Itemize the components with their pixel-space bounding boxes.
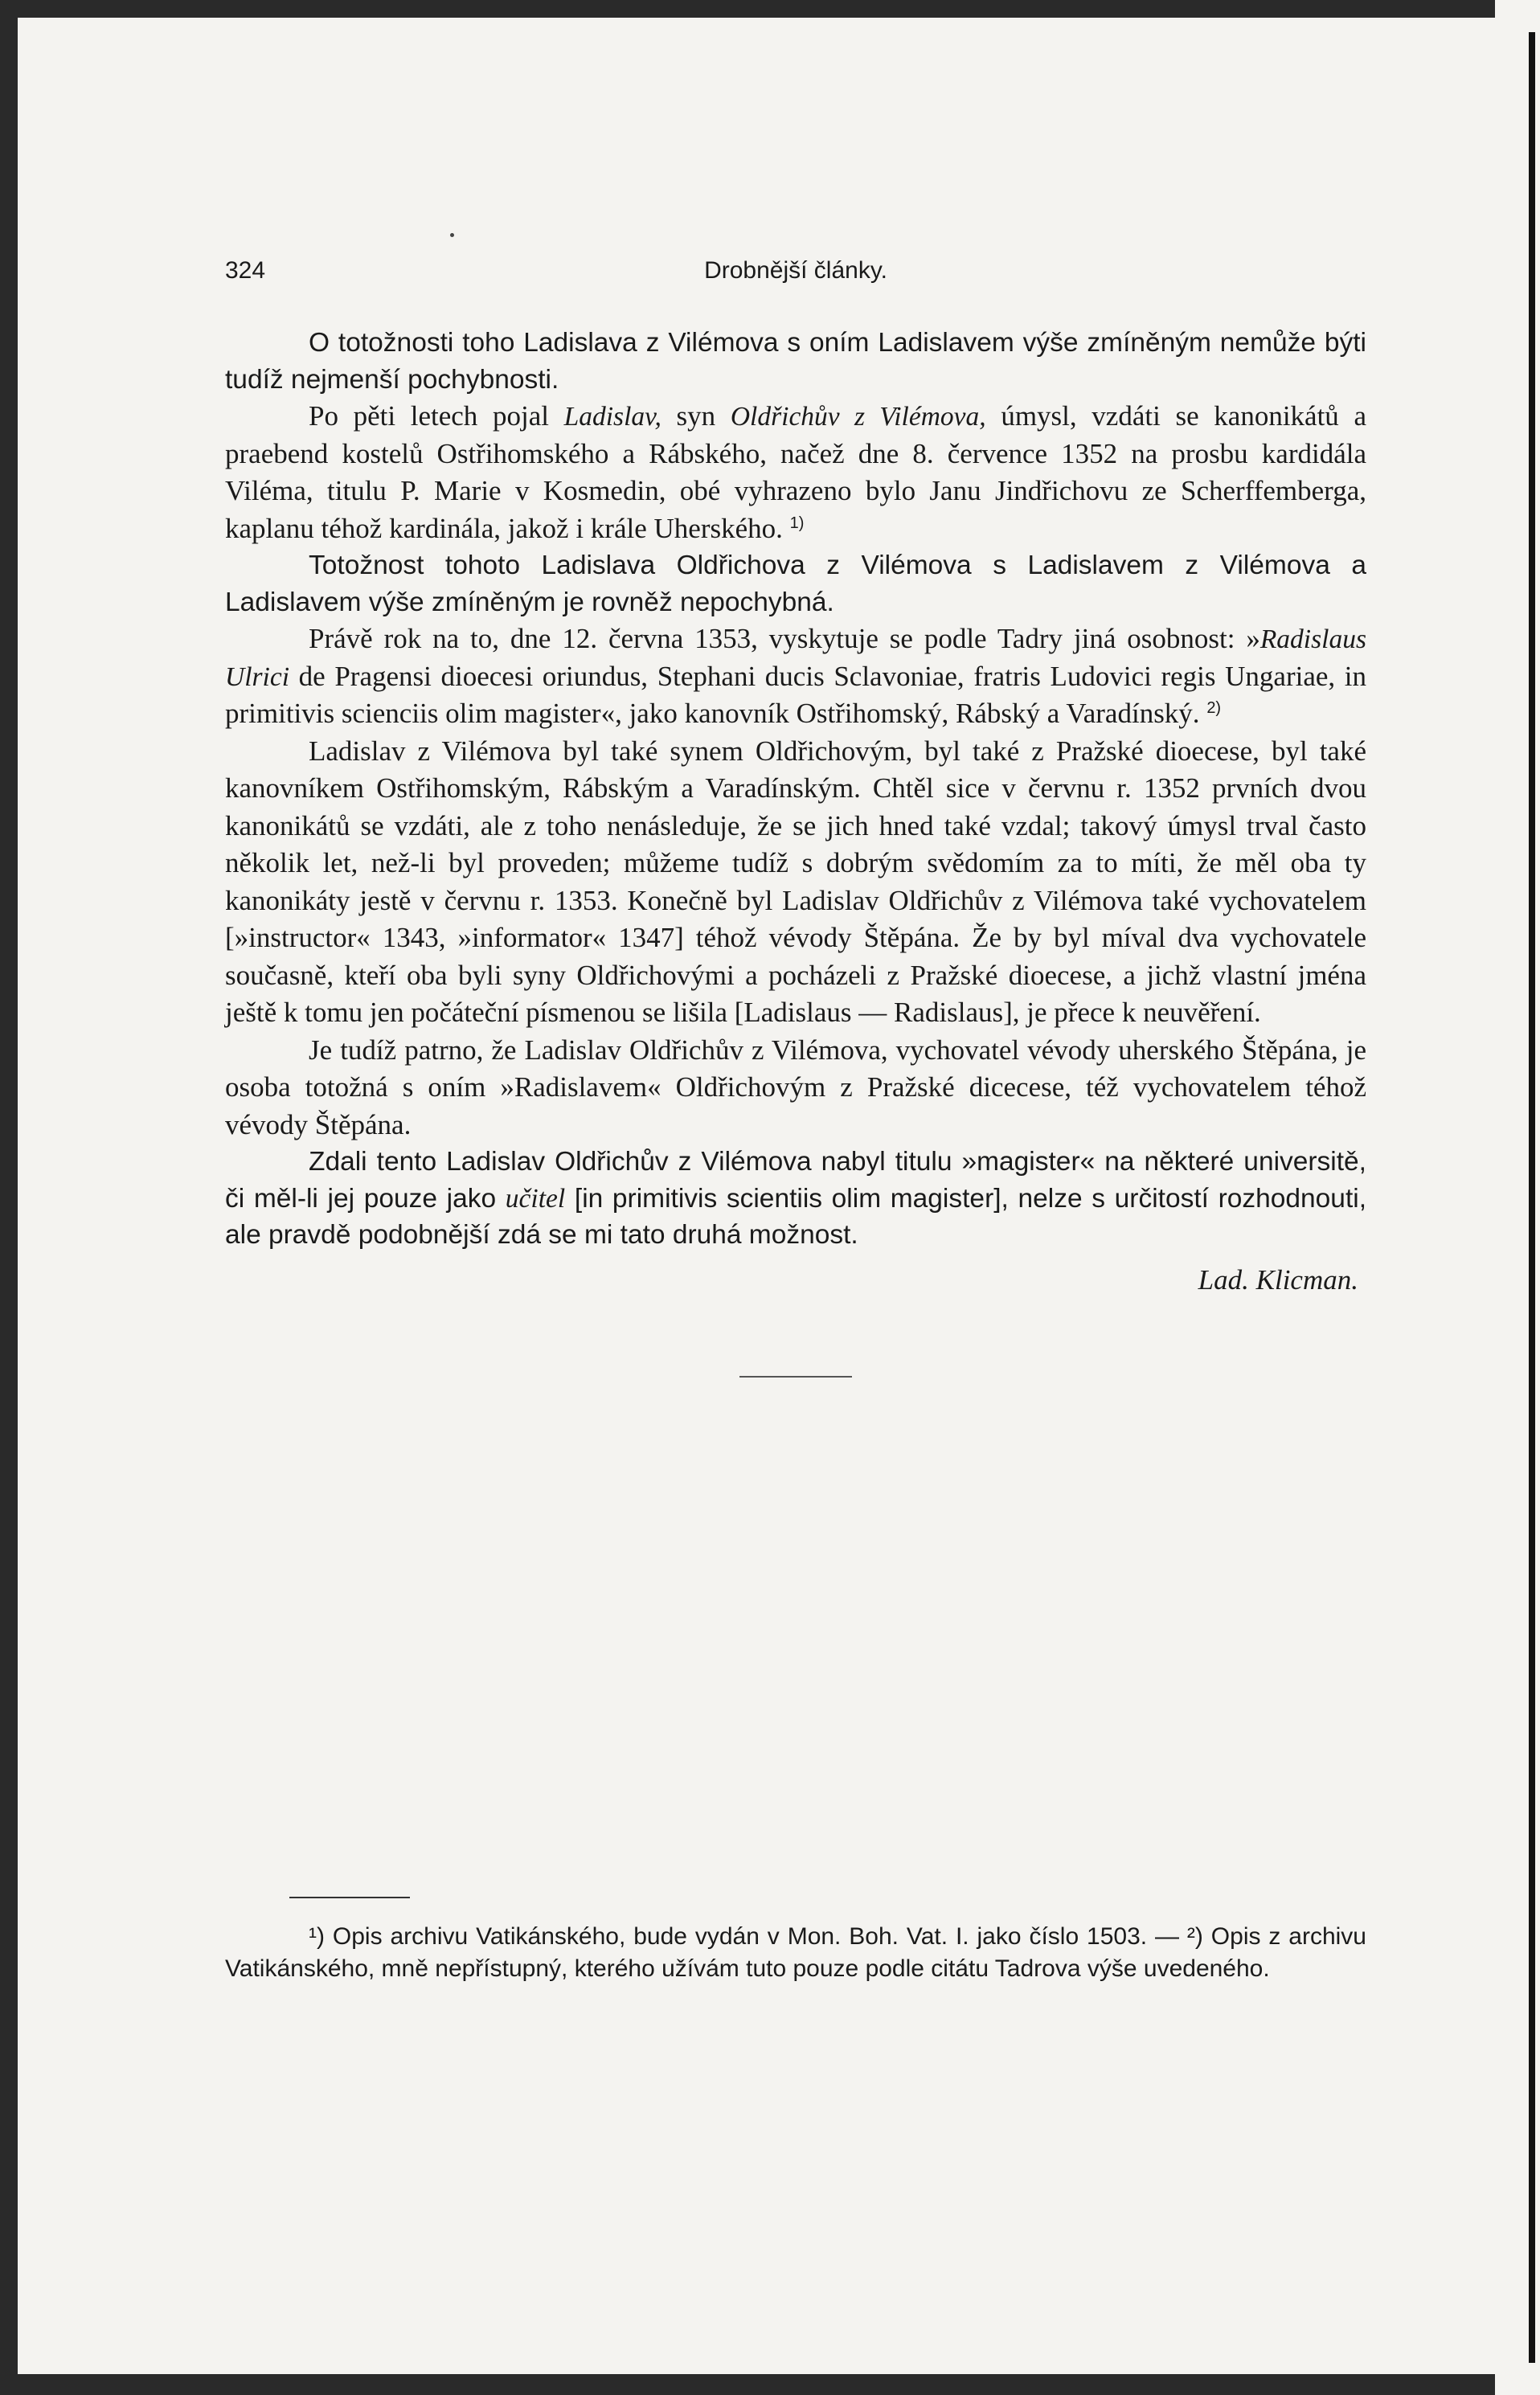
text-run: [in primitivis scientiis olim magister], nelze s určitostí rozhodnouti, ale pravdě podobnější zdá se mi tato druhá možnost. — [225, 1183, 1366, 1250]
italic-text: Oldřichův z Vilémova, — [730, 402, 986, 432]
paragraph — [225, 1144, 1366, 1254]
paragraph — [225, 325, 1366, 398]
page-number: 324 — [225, 257, 266, 284]
end-separator — [739, 1376, 852, 1378]
text-run: Právě rok na to, dne 12. června 1353, vyskytuje se podle Tadry jiná osobnost: » — [309, 623, 1260, 654]
page-content — [225, 257, 1366, 1982]
footnotes — [225, 1897, 1366, 1985]
italic-text: Ladislav, — [563, 402, 661, 432]
author-signature: Lad. Klicman. — [1198, 1263, 1358, 1296]
print-speck — [450, 233, 454, 237]
paragraph — [225, 547, 1366, 620]
italic-text: Radislaus Ulrici — [225, 624, 1366, 692]
footnote-ref: 2) — [1206, 698, 1222, 717]
running-header — [225, 257, 1366, 289]
text-run: Zdali tento Ladislav Oldřichův z Vilémova nabyl titulu »magister« na některé universitě, či měl-li jej pouze jako — [225, 1147, 1366, 1214]
paragraph — [225, 1032, 1366, 1144]
binding-edge — [1529, 32, 1535, 2363]
paragraph — [225, 620, 1366, 733]
text-run: Je tudíž patrno, že Ladislav Oldřichův z Vilémova, vychovatel vévody uherského Štěpána, je osoba totožná s oním »Radislavem« Oldřichovým z Pražské dicecese, též vychovatelem téhož vévody Štěpána. — [225, 1034, 1366, 1140]
footnote-text: ¹) Opis archivu Vatikánského, bude vydán v Mon. Boh. Vat. I. jako číslo 1503. — ²) Opis z archivu Vatikánského, mně nepřístupný, kterého užívám tuto pouze podle citátu Tadrova výše uvedeného. — [225, 1923, 1366, 1982]
text-run: O totožnosti toho Ladislava z Vilémova s oním Ladislavem výše zmíněným nemůže býti tudíž nejmenší pochybnosti. — [225, 328, 1366, 395]
paragraph — [225, 398, 1366, 547]
text-run: Ladislav z Vilémova byl také synem Oldřichovým, byl také z Pražské dioecese, byl také kanovníkem Ostřihomským, Rábským a Varadínským. Chtěl sice v červnu r. 1352 prvních dvou kanonikátů se vzdáti, ale z toho nenásleduje, že se jich hned také vzdal; takový úmysl trval často několik let, než-li byl proveden; můžeme tudíž s dobrým svědomím za to míti, že měl oba ty kanonikáty jestě v červnu r. 1353. Konečně byl Ladislav Oldřichův z Vilémova také vychovatelem [»instructor« 1343, »informator« 1347] téhož vévody Štěpána. Že by byl míval dva vychovatele současně, kteří oba byli syny Oldřichovými a pocházeli z Pražské dioecese, a jichž vlastní jména ještě k tomu jen počáteční písmenou se lišila [Ladislaus — Radislaus], je přece k neuvěření. — [225, 735, 1366, 1028]
paragraph — [225, 733, 1366, 1032]
italic-text: učitel — [505, 1183, 566, 1214]
text-run: Po pěti letech pojal — [309, 400, 564, 432]
footnote-ref: 1) — [789, 514, 805, 532]
running-title: Drobnější články. — [704, 257, 887, 284]
text-run: de Pragensi dioecesi oriundus, Stephani ducis Sclavoniae, fratris Ludovici regis Ungariae, in primitivis scienciis olim magister«, jako kanovník Ostřihomský, Rábský a Varadínský. — [225, 660, 1366, 729]
text-run: syn — [661, 400, 731, 432]
article-body — [225, 325, 1366, 1254]
text-run: úmysl, vzdáti se kanonikátů a praebend kostelů Ostřihomského a Rábského, načež dne 8. července 1352 na prosbu kardidála Viléma, titulu P. Marie v Kosmedin, obé vyhrazeno bylo Janu Jindřichovu ze Scherffemberga, kaplanu téhož kardinála, jakož i krále Uherského. — [225, 400, 1366, 544]
footnote-rule — [289, 1897, 410, 1898]
text-run: Totožnost tohoto Ladislava Oldřichova z Vilémova s Ladislavem z Vilémova a Ladislavem výše zmíněným je rovněž nepochybná. — [225, 551, 1366, 617]
